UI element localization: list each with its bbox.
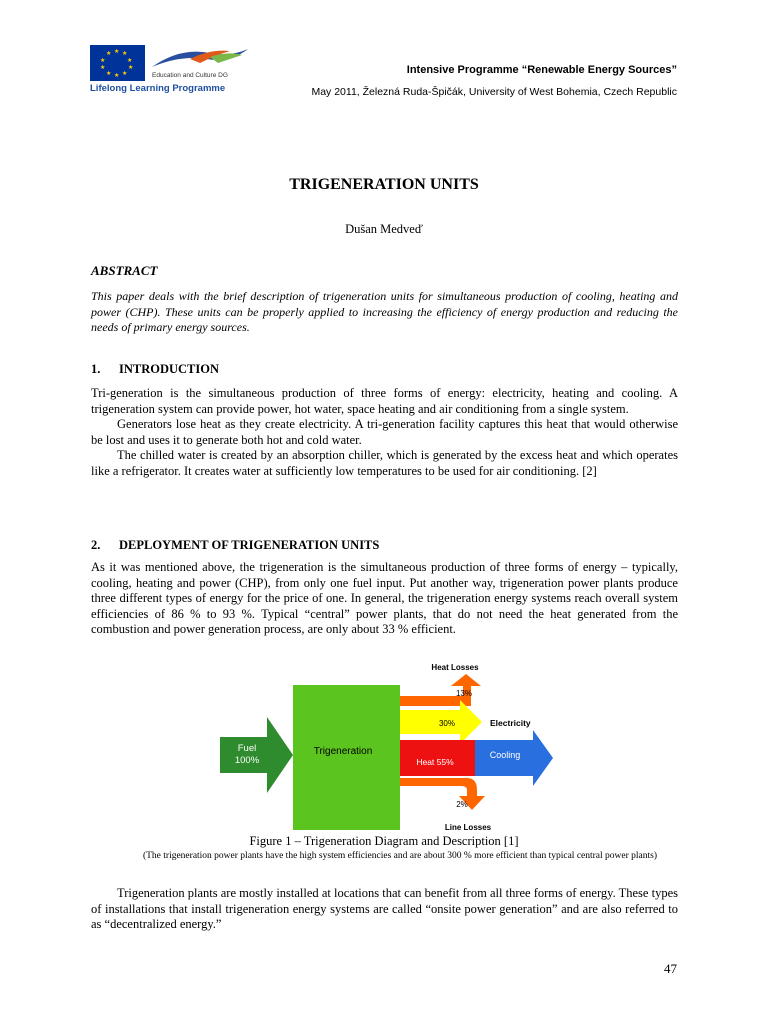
figure-note: (The trigeneration power plants have the high system efficiencies and are about 300 % more efficient than typical central power plants) [142, 851, 658, 861]
conference-date-place: May 2011, Železná Ruda-Špičák, University of West Bohemia, Czech Republic [311, 86, 677, 98]
heat-losses-label: Heat Losses [431, 663, 479, 672]
edu-culture-text: Education and Culture DG [152, 72, 228, 79]
paragraph: The chilled water is created by an absorption chiller, which is generated by the excess heat and which operates like a refrigerator. It creates water at sufficiently low temperatures to be used for air conditioning. [2] [91, 448, 678, 478]
electricity-label: Electricity [490, 718, 531, 728]
trigeneration-label: Trigeneration [313, 746, 373, 757]
abstract-text: This paper deals with the brief description of trigeneration units for simultaneous production of cooling, heating and power (CHP). These units can be properly applied to increasing the efficiency of energy production and reducing the needs of primary energy sources. [91, 289, 678, 334]
section-title: DEPLOYMENT OF TRIGENERATION UNITS [119, 538, 380, 552]
paragraph: Tri-generation is the simultaneous production of three forms of energy: electricity, heating and cooling. A trigeneration system can provide power, hot water, space heating and air conditioning from a single system. [91, 386, 678, 416]
electricity-pct: 30% [438, 719, 456, 728]
trigeneration-diagram [215, 660, 555, 838]
fuel-pct-label: 100% [234, 755, 260, 766]
abstract-heading: ABSTRACT [91, 263, 158, 278]
section-title: INTRODUCTION [119, 362, 220, 376]
section-2-body [91, 560, 678, 638]
section-2-heading [91, 538, 379, 553]
paper-title: TRIGENERATION UNITS [289, 176, 479, 193]
trigeneration-box [293, 685, 400, 830]
line-losses-arrow [400, 778, 485, 810]
section-1-heading [91, 362, 219, 377]
eu-flag-logo: ★ ★ ★ ★ ★ ★ ★ ★ ★ ★ [90, 45, 145, 81]
cooling-label: Cooling [489, 750, 521, 760]
paragraph: Generators lose heat as they create electricity. A tri-generation facility captures this heat that would otherwise be lost and uses it to generate both hot and cold water. [91, 417, 678, 447]
paragraph: As it was mentioned above, the trigeneration is the simultaneous production of three forms of energy – typically, cooling, heating and power (CHP), from only one fuel input. Put another way, trigeneration power plants produce three different types of energy for the price of one. In general, the trigeneration energy systems reach overall system efficiencies of 86 % to 93 %. Typical “central” power plants, that do not need the heat generated from the combustion and power generation process, are only about 33 % efficient. [91, 560, 678, 636]
line-losses-label: Line Losses [444, 823, 492, 832]
section-number: 1. [91, 362, 101, 376]
fuel-label: Fuel [237, 743, 257, 754]
line-losses-pct: 2% [456, 800, 468, 809]
paper-author: Dušan Medveď [345, 222, 423, 236]
section-2-continued [91, 886, 678, 933]
heat-label: Heat 55% [416, 757, 454, 767]
paragraph: Trigeneration plants are mostly installed at locations that can benefit from all three forms of energy. These types of installations that install trigeneration energy systems are called “onsite power generation” and are also referred to as “decentralized energy.” [91, 886, 678, 931]
section-number: 2. [91, 538, 101, 552]
page-number: 47 [664, 961, 677, 976]
section-1-body [91, 386, 678, 479]
heat-losses-pct: 13% [455, 689, 473, 698]
conference-title: Intensive Programme “Renewable Energy Sources” [406, 64, 677, 76]
figure-caption: Figure 1 – Trigeneration Diagram and Description [1] [249, 834, 519, 848]
lifelong-learning-label: Lifelong Learning Programme [90, 83, 226, 94]
